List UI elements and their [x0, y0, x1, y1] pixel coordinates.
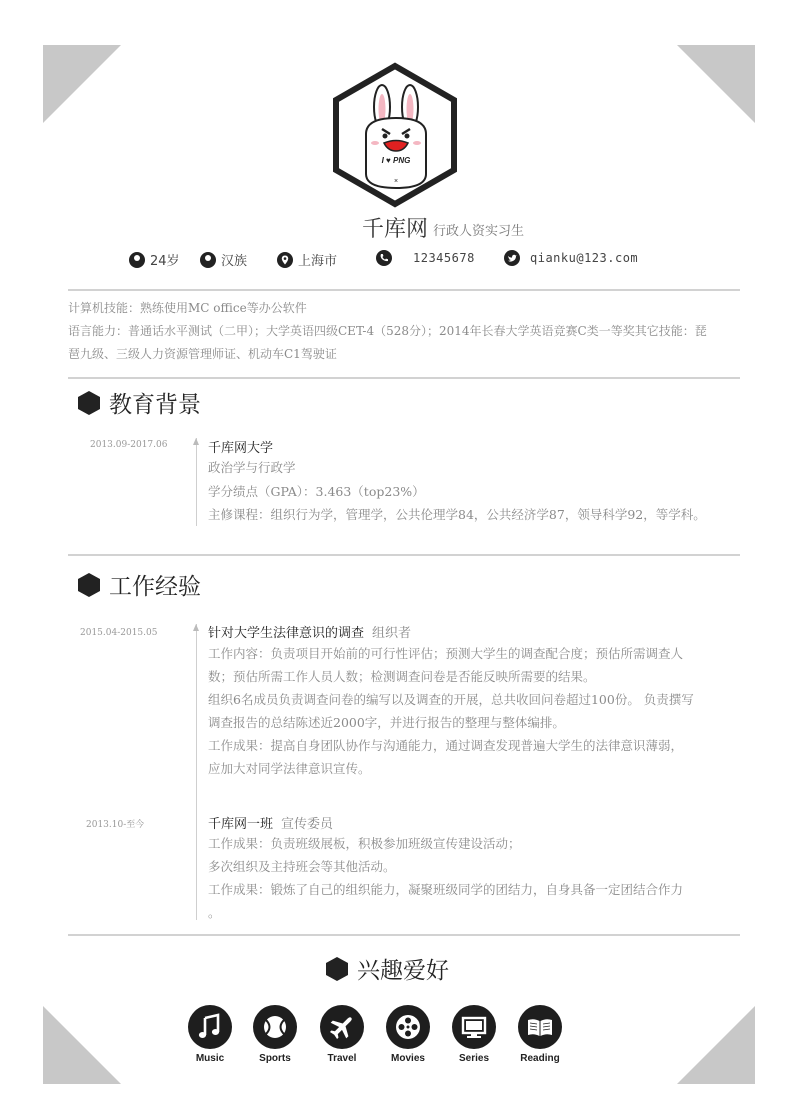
- work-line: 工作内容：负责项目开始前的可行性评估；预测大学生的调查配合度；预估所需调查人: [208, 646, 684, 661]
- hobby-label: Series: [458, 1053, 490, 1064]
- hobby-sports: [252, 1005, 298, 1064]
- gpa: 学分绩点（GPA）：3.463（top23%）: [208, 484, 425, 499]
- hobbies-section-title: [325, 952, 449, 985]
- hobby-label: Reading: [520, 1053, 560, 1064]
- skills-other: 琶九级、三级人力资源管理师证、机动车C1驾驶证: [68, 347, 337, 361]
- work-line: 工作成果：负责班级展板，积极参加班级宣传建设活动；: [208, 836, 521, 851]
- work-item-2-desc: [208, 832, 728, 924]
- skills-computer: 计算机技能：熟练使用MC office等办公软件: [68, 301, 307, 315]
- education-section-title: [77, 386, 201, 419]
- hobby-series: [451, 1005, 497, 1064]
- plane-icon: [320, 1005, 364, 1049]
- timeline-line: [196, 624, 197, 920]
- film-reel-icon: [386, 1005, 430, 1049]
- svg-text:×: ×: [393, 178, 399, 185]
- hexagon-icon: [77, 391, 101, 415]
- work-item-1-desc: [208, 642, 728, 780]
- hexagon-icon: [77, 573, 101, 597]
- education-date: 2013.09-2017.06: [90, 440, 168, 450]
- work-item-1-role: 组织者: [372, 626, 412, 641]
- work-section-title: [77, 568, 201, 601]
- job-title: 行政人资实习生: [433, 224, 525, 239]
- work-line: 。: [208, 905, 221, 920]
- work-line: 工作成果：提高自身团队协作与沟通能力，通过调查发现普遍大学生的法律意识薄弱，: [208, 738, 684, 753]
- info-age: [129, 250, 180, 269]
- hobby-label: Travel: [327, 1053, 357, 1064]
- courses: 主修课程：组织行为学，管理学，公共伦理学84，公共经济学87，领导科学92，等学科。: [208, 507, 706, 522]
- divider: [68, 289, 740, 291]
- work-line: 数；预估所需工作人员人数；检测调查问卷是否能反映所需要的结果。: [208, 669, 596, 684]
- corner-decoration-top-left: [43, 45, 121, 123]
- work-line: 多次组织及主持班会等其他活动。: [208, 859, 396, 874]
- divider: [68, 934, 740, 936]
- hexagon-icon: [325, 957, 349, 981]
- ball-icon: [253, 1005, 297, 1049]
- work-line: 工作成果：锻炼了自己的组织能力，凝聚班级同学的团结力，自身具备一定团结合作力: [208, 882, 684, 897]
- divider: [68, 554, 740, 556]
- work-item-1-title: [208, 622, 411, 641]
- bird-icon: [504, 250, 520, 266]
- ethnicity-value: 汉族: [221, 254, 248, 269]
- divider: [68, 377, 740, 379]
- user-icon: [200, 252, 216, 268]
- work-item-2-name: 千库网一班: [208, 817, 274, 832]
- candidate-name: 千库网: [362, 217, 429, 242]
- location-pin-icon: [277, 252, 293, 268]
- info-email: [504, 250, 638, 266]
- hobby-label: Music: [195, 1053, 225, 1064]
- tv-icon: [452, 1005, 496, 1049]
- phone-value: 12345678: [413, 251, 475, 265]
- age-value: 24岁: [150, 254, 180, 269]
- skills-block: [68, 297, 708, 366]
- hobby-reading: [517, 1005, 563, 1064]
- hobby-movies: [385, 1005, 431, 1064]
- school-name: 千库网大学: [208, 441, 274, 456]
- info-phone: [376, 250, 475, 266]
- work-line: 调查报告的总结陈述近2000字，并进行报告的整理与整体编排。: [208, 715, 565, 730]
- corner-decoration-bottom-right: [677, 1006, 755, 1084]
- work-line: 组织6名成员负责调查问卷的编写以及调查的开展，总共收回问卷超过100份。 负责撰写: [208, 692, 694, 707]
- work-item-2-title: [208, 813, 333, 832]
- corner-decoration-top-right: [677, 45, 755, 123]
- email-value: qianku@123.com: [530, 251, 639, 265]
- phone-icon: [376, 250, 392, 266]
- education-heading: 教育背景: [109, 392, 201, 418]
- work-heading: 工作经验: [109, 574, 201, 600]
- hobby-label: Movies: [391, 1053, 425, 1064]
- timeline-line: [196, 438, 197, 526]
- info-ethnicity: [200, 250, 247, 269]
- hobbies-heading: 兴趣爱好: [357, 958, 449, 984]
- hobby-music: [187, 1005, 233, 1064]
- corner-decoration-bottom-left: [43, 1006, 121, 1084]
- city-value: 上海市: [298, 254, 338, 269]
- work-date-1: 2015.04-2015.05: [80, 628, 158, 638]
- major: 政治学与行政学: [208, 460, 296, 475]
- work-item-1-name: 针对大学生法律意识的调查: [208, 626, 365, 641]
- work-item-2-role: 宣传委员: [281, 817, 334, 832]
- work-line: 应加大对同学法律意识宣传。: [208, 761, 371, 776]
- music-icon: [188, 1005, 232, 1049]
- hobby-travel: [319, 1005, 365, 1064]
- user-icon: [129, 252, 145, 268]
- work-date-2: 2013.10-至今: [86, 820, 145, 830]
- skills-language: 语言能力：普通话水平测试（二甲）；大学英语四级CET-4（528分）；2014年长春大学英语竞赛C类一等奖其它技能：琵: [68, 324, 707, 338]
- info-city: [277, 250, 337, 269]
- book-icon: [518, 1005, 562, 1049]
- hobby-label: Sports: [259, 1053, 291, 1064]
- avatar-logo-text: I ♥ PNG: [381, 156, 411, 165]
- avatar: [330, 62, 460, 208]
